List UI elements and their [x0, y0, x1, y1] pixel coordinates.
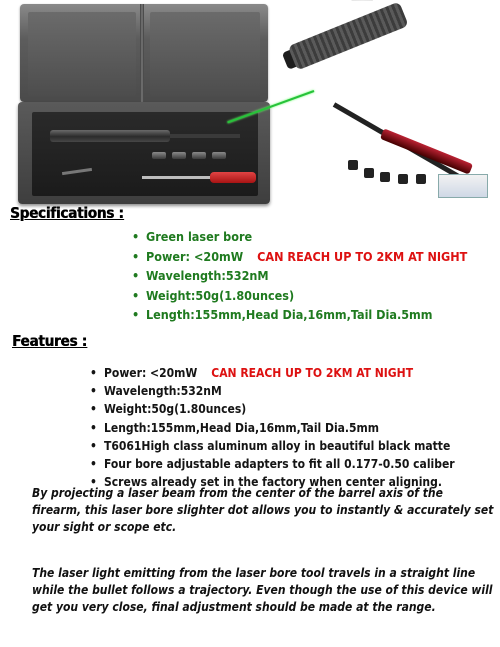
- kit-adapter: [398, 174, 408, 184]
- laser-bore-tool: [50, 130, 170, 142]
- laser-device-closeup: [280, 0, 431, 78]
- bullet-dot-icon: •: [132, 229, 140, 244]
- specifications-heading: Specifications :: [10, 204, 124, 222]
- bore-adapter: [172, 152, 186, 159]
- case-lid-left-panel: [28, 12, 136, 96]
- screwdriver-handle: [210, 172, 256, 183]
- bore-adapter: [152, 152, 166, 159]
- bullet-dot-icon: •: [132, 268, 140, 283]
- feature-item: • Wavelength:532nM: [90, 382, 455, 400]
- bullet-dot-icon: •: [132, 307, 140, 322]
- spec-item: • Power: <20mW CAN REACH UP TO 2KM AT NIGHT: [132, 247, 467, 267]
- spec-item: • Weight:50g(1.80unces): [132, 286, 467, 306]
- features-heading: Features :: [12, 332, 87, 350]
- bullet-dot-icon: •: [90, 420, 97, 435]
- kit-contents-image: [318, 98, 496, 202]
- kit-adapter: [416, 174, 426, 184]
- case-lid-image: [20, 4, 268, 102]
- case-base-image: [18, 102, 270, 204]
- screwdriver-shaft: [142, 176, 210, 179]
- bullet-dot-icon: •: [132, 248, 140, 264]
- description-paragraph-1: By projecting a laser beam from the center of the barrel axis of the firearm, this laser bore slighter dot allows you to instantly & accurately set your sight or scope etc.: [32, 486, 494, 534]
- laser-rod: [170, 134, 240, 138]
- case-lid-right-panel: [150, 12, 260, 96]
- feature-item: • Four bore adjustable adapters to fit all 0.177-0.50 caliber: [90, 455, 455, 473]
- feature-item: • Weight:50g(1.80unces): [90, 400, 455, 418]
- bullet-dot-icon: •: [90, 402, 97, 417]
- laser-boresighter: [380, 128, 473, 174]
- feature-item: • Screws already set in the factory when center aligning.: [90, 473, 455, 491]
- bore-adapter: [192, 152, 206, 159]
- spec-highlight: CAN REACH UP TO 2KM AT NIGHT: [257, 248, 468, 264]
- bullet-dot-icon: •: [90, 384, 97, 399]
- bullet-dot-icon: •: [90, 438, 97, 453]
- spec-item: • Wavelength:532nM: [132, 266, 467, 286]
- bullet-dot-icon: •: [132, 287, 140, 303]
- bullet-dot-icon: •: [90, 475, 97, 490]
- battery-package: [438, 174, 488, 198]
- spec-item: • Green laser bore: [132, 227, 467, 247]
- laser-body-knurled: [288, 1, 409, 70]
- bullet-dot-icon: •: [90, 366, 97, 380]
- bore-adapter: [212, 152, 226, 159]
- feature-highlight: CAN REACH UP TO 2KM AT NIGHT: [211, 366, 414, 380]
- kit-adapter: [364, 168, 374, 178]
- feature-item: • Power: <20mW CAN REACH UP TO 2KM AT NIGHT: [90, 364, 455, 382]
- description-paragraph-2: The laser light emitting from the laser bore tool travels in a straight line while the bullet follows a trajectory. Even though the use of this device will get you very close, final adjustment should be made at the range.: [32, 566, 493, 614]
- case-foam-insert: [32, 112, 258, 196]
- kit-adapter: [348, 160, 358, 170]
- specifications-list: [132, 227, 467, 325]
- bullet-dot-icon: •: [90, 457, 97, 472]
- features-list: [90, 364, 455, 491]
- case-hinge: [140, 4, 144, 102]
- feature-item: • T6061High class aluminum alloy in beautiful black matte: [90, 437, 455, 455]
- feature-item: • Length:155mm,Head Dia,16mm,Tail Dia.5mm: [90, 419, 455, 437]
- spec-item: • Length:155mm,Head Dia,16mm,Tail Dia.5mm: [132, 305, 467, 325]
- hex-keys: [62, 168, 92, 175]
- kit-adapter: [380, 172, 390, 182]
